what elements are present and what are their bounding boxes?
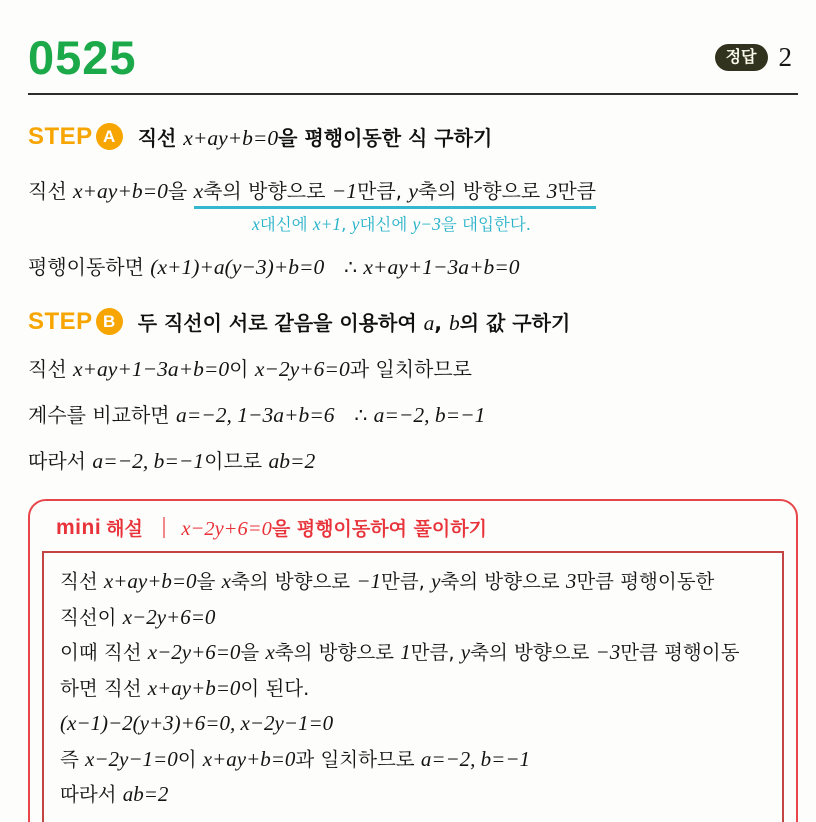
step-b-label: STEP <box>28 307 93 335</box>
step-b-title: 두 직선이 서로 같음을 이용하여 a, b의 값 구하기 <box>137 311 571 335</box>
mini-line: 직선이 x−2y+6=0 <box>60 604 216 629</box>
step-a-badge-icon: A <box>96 123 123 150</box>
solution-line: 직선 x+ay+b=0을 x축의 방향으로 −1만큼, y축의 방향으로 3만큼 <box>28 175 800 204</box>
answer-value: 2 <box>778 42 792 72</box>
step-b-heading <box>28 307 800 336</box>
mini-brand-kr: 해설 <box>106 518 143 540</box>
answer-badge: 정답 <box>715 44 768 71</box>
header-divider-rule <box>28 93 798 95</box>
problem-number: 0525 <box>28 31 137 84</box>
annotation-note: x대신에 x+1, y대신에 y−3을 대입한다. <box>252 214 532 234</box>
mini-line: 즉 x−2y−1=0이 x+ay+b=0과 일치하므로 a=−2, b=−1 <box>60 746 531 771</box>
mini-explanation-box <box>28 499 798 822</box>
mini-line: 따라서 ab=2 <box>60 782 169 806</box>
mini-line: (x−1)−2(y+3)+6=0, x−2y−1=0 <box>60 711 334 735</box>
step-a-title: 직선 x+ay+b=0을 평행이동한 식 구하기 <box>137 126 493 150</box>
mini-line: 이때 직선 x−2y+6=0을 x축의 방향으로 1만큼, y축의 방향으로 −3만큼 평행이동 <box>60 640 740 664</box>
mini-inner-box <box>42 551 784 822</box>
mini-line: 직선 x+ay+b=0을 x축의 방향으로 −1만큼, y축의 방향으로 3만큼 평행이동한 <box>60 569 715 593</box>
step-b-section <box>28 307 800 474</box>
mini-line: 하면 직선 x+ay+b=0이 된다. <box>60 675 310 700</box>
solution-line: 따라서 a=−2, b=−1이므로 ab=2 <box>28 449 316 473</box>
vertical-divider <box>163 517 166 538</box>
solution-line: 계수를 비교하면 a=−2, 1−3a+b=6 ∴ a=−2, b=−1 <box>28 403 486 427</box>
step-a-label: STEP <box>28 122 93 150</box>
step-a-heading <box>28 122 800 151</box>
answer-area <box>715 42 792 73</box>
mini-explanation-header <box>56 514 784 541</box>
mini-title: x−2y+6=0을 평행이동하여 풀이하기 <box>181 518 487 540</box>
page-header <box>28 31 800 84</box>
step-b-badge-icon: B <box>96 308 123 335</box>
step-a-section <box>28 122 800 280</box>
mini-brand: mini <box>56 515 102 539</box>
solution-line: 평행이동하면 (x+1)+a(y−3)+b=0 ∴ x+ay+1−3a+b=0 <box>28 255 520 279</box>
solution-line: 직선 x+ay+1−3a+b=0이 x−2y+6=0과 일치하므로 <box>28 357 472 381</box>
